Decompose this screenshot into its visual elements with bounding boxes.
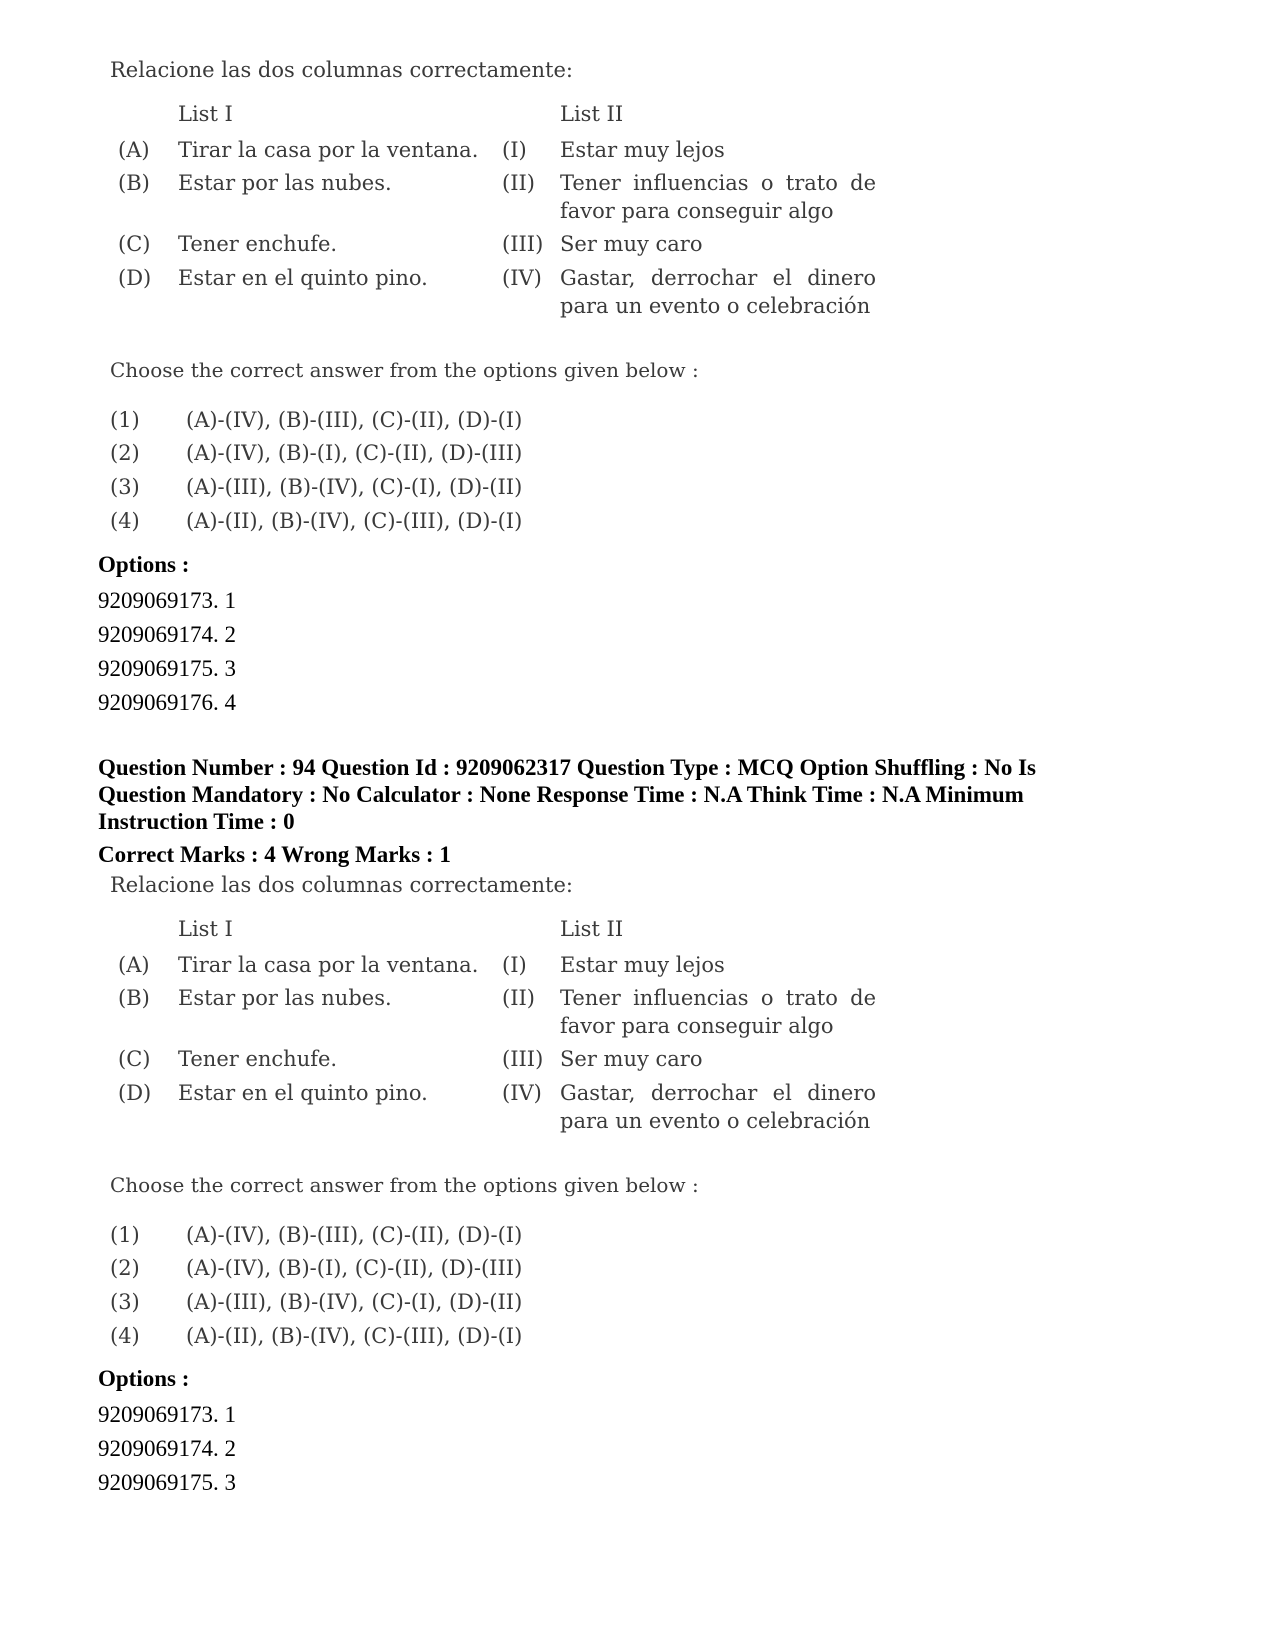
- list2-text: Ser muy caro: [560, 232, 703, 256]
- list1-label: (A): [118, 138, 150, 162]
- list2-label: (IV): [502, 1081, 542, 1105]
- list1-text: Tirar la casa por la ventana.: [178, 953, 479, 977]
- question-metadata: [98, 754, 1138, 868]
- list2-text: Tener influencias o trato de favor para conseguir algo: [560, 171, 876, 223]
- option-item[interactable]: 9209069175. 3: [98, 1470, 236, 1495]
- list2-text: Ser muy caro: [560, 1047, 703, 1071]
- list2-text: Tener influencias o trato de favor para conseguir algo: [560, 986, 876, 1038]
- list2-text: Gastar, derrochar el dinero para un evento o celebración: [560, 266, 876, 318]
- answer-text: (A)-(IV), (B)-(III), (C)-(II), (D)-(I): [186, 1223, 523, 1247]
- question-image-2: [110, 873, 930, 1363]
- match-lists: [110, 917, 930, 1162]
- list2-label: (III): [502, 1047, 544, 1071]
- option-item[interactable]: 9209069173. 1: [98, 588, 236, 613]
- list1-label: (B): [118, 986, 150, 1010]
- answer-text: (A)-(II), (B)-(IV), (C)-(III), (D)-(I): [186, 509, 523, 533]
- list2-text: Estar muy lejos: [560, 138, 725, 162]
- options-list: [98, 548, 236, 720]
- list2-label: (I): [502, 953, 527, 977]
- options-title: Options :: [98, 552, 190, 577]
- answer-number: (3): [110, 475, 140, 499]
- list1-text: Estar en el quinto pino.: [178, 1081, 428, 1105]
- list1-label: (D): [118, 1081, 152, 1105]
- list2-label: (II): [502, 986, 535, 1010]
- answer-number: (2): [110, 1256, 140, 1280]
- option-item[interactable]: 9209069176. 4: [98, 690, 236, 715]
- answer-text: (A)-(II), (B)-(IV), (C)-(III), (D)-(I): [186, 1324, 523, 1348]
- choose-instruction: Choose the correct answer from the options given below :: [110, 1173, 699, 1197]
- list2-label: (II): [502, 171, 535, 195]
- question-marks: Correct Marks : 4 Wrong Marks : 1: [98, 842, 451, 867]
- list1-text: Estar en el quinto pino.: [178, 266, 428, 290]
- answer-text: (A)-(IV), (B)-(I), (C)-(II), (D)-(III): [186, 1256, 523, 1280]
- question-image-1: [110, 58, 930, 548]
- answer-number: (1): [110, 1223, 140, 1247]
- list1-header: List I: [178, 102, 233, 126]
- answer-text: (A)-(III), (B)-(IV), (C)-(I), (D)-(II): [186, 1290, 523, 1314]
- option-item[interactable]: 9209069174. 2: [98, 1436, 236, 1461]
- answer-number: (4): [110, 509, 140, 533]
- question-meta-line: Question Number : 94 Question Id : 9209062317 Question Type : MCQ Option Shuffling : No Is: [98, 755, 1037, 780]
- list1-label: (C): [118, 232, 151, 256]
- answer-number: (2): [110, 441, 140, 465]
- options-list: [98, 1362, 236, 1500]
- list1-label: (C): [118, 1047, 151, 1071]
- list1-text: Tener enchufe.: [178, 232, 338, 256]
- option-item[interactable]: 9209069174. 2: [98, 622, 236, 647]
- list1-text: Estar por las nubes.: [178, 171, 392, 195]
- list1-label: (D): [118, 266, 152, 290]
- question-intro: Relacione las dos columnas correctamente:: [110, 58, 573, 82]
- list1-text: Tirar la casa por la ventana.: [178, 138, 479, 162]
- list1-header: List I: [178, 917, 233, 941]
- list2-label: (III): [502, 232, 544, 256]
- choose-instruction: Choose the correct answer from the options given below :: [110, 358, 699, 382]
- answer-text: (A)-(III), (B)-(IV), (C)-(I), (D)-(II): [186, 475, 523, 499]
- answer-number: (4): [110, 1324, 140, 1348]
- list1-text: Estar por las nubes.: [178, 986, 392, 1010]
- list2-header: List II: [560, 102, 624, 126]
- question-intro: Relacione las dos columnas correctamente:: [110, 873, 573, 897]
- answer-text: (A)-(IV), (B)-(III), (C)-(II), (D)-(I): [186, 408, 523, 432]
- match-lists: [110, 102, 930, 347]
- question-meta-line: Instruction Time : 0: [98, 809, 295, 834]
- answer-number: (3): [110, 1290, 140, 1314]
- option-item[interactable]: 9209069175. 3: [98, 656, 236, 681]
- option-item[interactable]: 9209069173. 1: [98, 1402, 236, 1427]
- list2-label: (IV): [502, 266, 542, 290]
- list1-label: (B): [118, 171, 150, 195]
- list1-label: (A): [118, 953, 150, 977]
- list2-label: (I): [502, 138, 527, 162]
- list2-text: Estar muy lejos: [560, 953, 725, 977]
- answer-text: (A)-(IV), (B)-(I), (C)-(II), (D)-(III): [186, 441, 523, 465]
- answer-number: (1): [110, 408, 140, 432]
- list2-header: List II: [560, 917, 624, 941]
- options-title: Options :: [98, 1366, 190, 1391]
- list1-text: Tener enchufe.: [178, 1047, 338, 1071]
- question-meta-line: Question Mandatory : No Calculator : None Response Time : N.A Think Time : N.A Minimum: [98, 782, 1024, 807]
- list2-text: Gastar, derrochar el dinero para un evento o celebración: [560, 1081, 876, 1133]
